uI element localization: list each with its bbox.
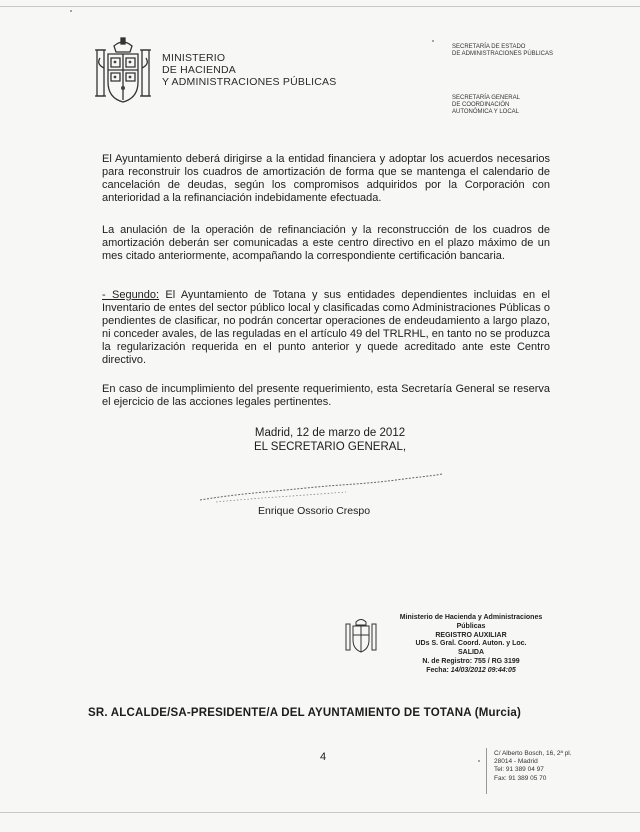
ministry-line: Y ADMINISTRACIONES PÚBLICAS: [162, 76, 337, 88]
secretaria-general-heading: [452, 95, 520, 116]
field-label: N. de Registro:: [422, 657, 475, 665]
scan-edge-top: [0, 6, 640, 7]
field-value: 755 / RG 3199: [474, 657, 520, 665]
registration-number: [382, 658, 560, 667]
ministry-name: [162, 52, 336, 88]
heading-line: SECRETARÍA GENERAL: [452, 95, 520, 101]
stamp-line: Públicas: [456, 622, 486, 630]
paragraph-communication-deadline: La anulación de la operación de refinanciación y la reconstrucción de los cuadros de amortización deberán ser comunicadas a este centro directivo en el plazo máximo de un mes citado anteriormente, acompañando la correspondiente certificación bancaria.: [102, 224, 550, 263]
office-address: [494, 750, 572, 783]
paragraph-reconstruct-tables: El Ayuntamiento deberá dirigirse a la entidad financiera y adoptar los acuerdos necesarios para reconstruir los cuadros de amortización de forma que se mantenga el calendario de cancelación de deudas, según los compromisos adquiridos por la Corporación con anterioridad a la refinanciación indebidamente efectuada.: [102, 153, 550, 205]
scan-speck: [432, 40, 434, 42]
signatory-title: EL SECRETARIO GENERAL,: [253, 441, 407, 453]
heading-line: AUTONÓMICA Y LOCAL: [452, 109, 520, 115]
field-value: 14/03/2012 09:44:05: [450, 666, 516, 674]
scan-edge-bottom: [0, 812, 640, 813]
paragraph-lead: - Segundo:: [102, 289, 160, 301]
registry-stamp: [382, 614, 560, 676]
ministry-line: MINISTERIO: [162, 52, 226, 64]
address-line: Tel: 91 389 04 97: [494, 766, 544, 774]
ministry-line: DE HACIENDA: [162, 64, 236, 76]
divider: [486, 748, 487, 794]
heading-line: DE ADMINISTRACIONES PÚBLICAS: [452, 51, 554, 57]
paragraph-legal-actions: En caso de incumplimiento del presente requerimiento, esta Secretaría General se reserva el ejercicio de las acciones legales pertinentes.: [102, 383, 550, 409]
handwritten-signature: [196, 470, 446, 506]
scan-speck: [70, 10, 72, 12]
stamp-line: Ministerio de Hacienda y Administraciones: [399, 614, 543, 621]
heading-line: DE COORDINACIÓN: [452, 102, 510, 108]
stamp-line: UDs S. Gral. Coord. Auton. y Loc.: [415, 640, 527, 648]
recipient-line: SR. ALCALDE/SA-PRESIDENTE/A DEL AYUNTAMIENTO DE TOTANA (Murcia): [88, 707, 522, 719]
address-line: C/ Alberto Bosch, 16, 2ª pl.: [494, 750, 572, 757]
coat-of-arms-icon: [92, 36, 154, 108]
secretaria-estado-heading: [452, 44, 553, 58]
stamp-line: REGISTRO AUXILIAR: [435, 631, 507, 639]
field-label: Fecha:: [426, 666, 451, 674]
address-line: 28014 - Madrid: [494, 758, 538, 766]
page-number: 4: [320, 751, 327, 763]
paragraph-second-point: [102, 289, 550, 368]
signature-block: [220, 426, 440, 454]
registration-date: [382, 667, 560, 676]
place-date: Madrid, 12 de marzo de 2012: [254, 427, 406, 439]
signatory-name: Enrique Ossorio Crespo: [258, 505, 371, 517]
address-line: Fax: 91 389 05 70: [494, 774, 547, 782]
scan-speck: [478, 760, 480, 762]
paragraph-text: El Ayuntamiento de Totana y sus entidades dependientes incluidas en el Inventario de entes del sector público local y clasificadas como Administraciones Públicas o pendientes de clasificar, no podrán concertar operaciones de endeudamiento a largo plazo, ni conceder avales, de las reguladas en el artículo 49 del TRLRHL, en tanto no se produzca la regularización requerida en el punto anterior y quede acreditado ante este Centro directivo.: [102, 289, 550, 367]
heading-line: SECRETARÍA DE ESTADO: [452, 44, 526, 50]
stamp-line: SALIDA: [457, 649, 485, 657]
stamp-coat-of-arms-icon: [344, 616, 378, 656]
